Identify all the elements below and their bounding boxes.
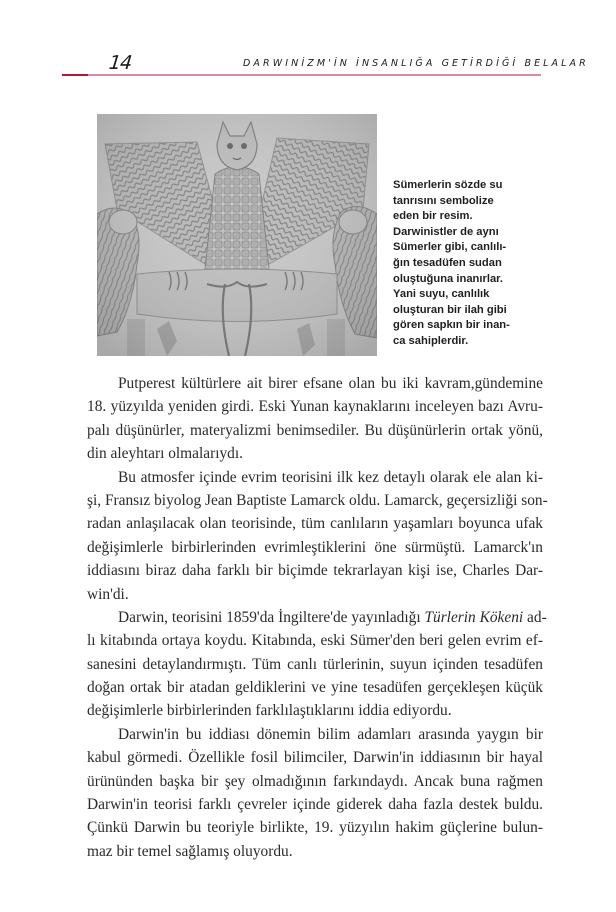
- text-line: kabul görmedi. Özellikle fosil bilimciler, Darwin'in iddiasının bir hayal: [87, 749, 543, 767]
- caption-line: oluştuğuna inanırlar.: [393, 272, 504, 285]
- text-line: Çünkü Darwin bu teoriyle birlikte, 19. yüzyılın hakim güçlerine bulun-: [87, 819, 543, 837]
- caption-line: Darwinistler de aynı: [393, 225, 499, 238]
- page-number: 14: [107, 52, 133, 74]
- caption-line: Sümerler gibi, canlılı-: [393, 241, 507, 254]
- caption-line: gören sapkın bir inan-: [393, 319, 510, 332]
- text-line: ürününden başka bir şey olmadığının farkındaydı. Ancak buna rağmen: [87, 772, 543, 790]
- text-line: iddiasını biraz daha farklı bir biçimde tekrarlayan kişi ise, Charles Dar-: [87, 562, 543, 580]
- sumerian-relief-image: [97, 114, 377, 356]
- text-line: radan anlaşılacak olan teorisinde, tüm canlıların yaşamları boyunca ufak: [87, 515, 543, 533]
- text-line: [87, 606, 547, 629]
- text-line: 18. yüzyılda yeniden girdi. Eski Yunan kaynaklarını inceleyen bazı Avru-: [87, 398, 543, 416]
- text-line: şi, Fransız biyolog Jean Baptiste Lamarck oldu. Lamarck, geçersizliği son-: [87, 491, 548, 509]
- header-rule-accent: [62, 74, 88, 76]
- relief-illustration-icon: [97, 114, 377, 356]
- text-line: lı kitabında ortaya koydu. Kitabında, eski Sümer'den beri gelen evrim ef-: [87, 632, 543, 650]
- text-line: Putperest kültürlere ait birer efsane olan bu iki kavram,gündemine: [118, 375, 543, 392]
- text-line: Darwin'in teorisi farklı çevreler içinde giderek daha fazla destek buldu.: [87, 796, 543, 814]
- paragraph: [87, 606, 547, 723]
- paragraph: [87, 723, 543, 863]
- text-line: değişimlerle birbirlerinden evrimleştiklerini öne sürmüştü. Lamarck'ın: [87, 538, 543, 556]
- caption-line: Yani suyu, canlılık: [393, 288, 490, 301]
- text-line: değişimlerle birbirlerinden farklılaştıklarını iddia ediyordu.: [87, 702, 452, 720]
- text-line: sanesini detaylandırmıştı. Tüm canlı türlerinin, suyun içinden tesadüfen: [87, 655, 543, 673]
- page-header: [0, 0, 616, 80]
- paragraph: [87, 466, 548, 606]
- text-line: Bu atmosfer içinde evrim teorisini ilk kez detaylı olarak ele alan ki-: [118, 468, 543, 486]
- caption-line: oluşturan bir ilah gibi: [393, 303, 507, 316]
- caption-line: ğın tesadüfen sudan: [393, 256, 502, 269]
- text-line: palı düşünürler, materyalizmi benimsediler. Bu düşünürlerin ortak yönü,: [87, 421, 543, 439]
- text-line: maz bir temel sağlamış oluyordu.: [87, 842, 293, 860]
- paragraph: [87, 372, 543, 466]
- running-title: DARWINİZM'İN İNSANLIĞA GETİRDİĞİ BELALAR: [243, 58, 589, 69]
- caption-line: tanrısını sembolize: [393, 194, 494, 207]
- book-title: Türlerin Kökeni: [424, 608, 524, 626]
- figure-caption: [393, 178, 533, 350]
- caption-line: ca sahiplerdir.: [393, 334, 469, 347]
- body-text: [87, 372, 548, 863]
- text-line: win'di.: [87, 585, 129, 603]
- text-segment: ad-: [523, 608, 547, 626]
- header-rule: [88, 74, 541, 76]
- caption-line: Sümerlerin sözde su: [393, 179, 503, 191]
- caption-line: eden bir resim.: [393, 210, 473, 223]
- text-line: Darwin'in bu iddiası dönemin bilim adamları arasında yaygın bir: [118, 725, 543, 743]
- text-line: din aleyhtarı olmalarıydı.: [87, 445, 243, 463]
- text-line: doğan ortak bir atadan geldiklerini ve yine tesadüfen gerçekleşen küçük: [87, 679, 543, 697]
- text-segment: Darwin, teorisini 1859'da İngiltere'de yayınladığı: [118, 608, 425, 626]
